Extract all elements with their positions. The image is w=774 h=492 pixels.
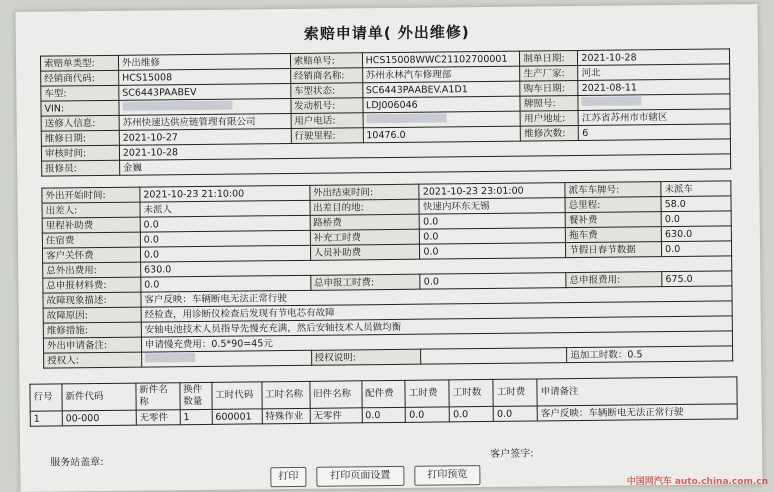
field-value: 0.0 [662,241,732,257]
watermark-logo: 中国网汽车 auto.china.com.cn [627,474,768,487]
field-label: 出差目的地: [310,199,420,215]
field-label: 索赔单号: [290,53,362,69]
field-label: 授权说明: [311,349,421,365]
header-info-table [40,48,731,176]
field-label: 派车车牌号: [565,182,661,198]
redaction-block [145,353,195,363]
field-label: 节假日春节数据 [566,242,662,258]
field-label: 总申报费用: [566,272,662,288]
column-header: 配件费 [361,380,405,407]
table-cell: 客户反映：车辆断电无法正常行驶 [537,404,737,421]
field-value: 0.0 [420,243,566,260]
field-value: 追加工时数：0.5 [567,346,733,363]
customer-signature-label: 客户签字: [490,444,534,459]
field-value: 2021-08-11 [578,79,730,96]
table-cell: 特殊作业 [262,408,310,424]
outing-details-table [41,180,733,368]
field-label: 报修员: [42,160,120,176]
table-cell: 无零件 [310,408,362,424]
field-label: 维修次数: [521,126,579,142]
field-value: 申请慢充费用：0.5*90=45元 [141,331,732,352]
plate-redacted [578,94,730,111]
parts-labor-table [29,376,737,426]
field-value: 675.0 [662,271,732,287]
field-label: 生产厂家: [520,66,578,82]
field-value: 0.0 [141,275,311,292]
field-value: SC6443PAABEV.A1D1 [362,81,520,98]
column-header: 旧件名称 [309,381,361,409]
table-cell: 1 [30,411,62,426]
field-value: 安轴电池技术人员指导先慢充充满，然后安轴技术人员做均衡 [141,316,732,337]
page-setup-button[interactable]: 打印页面设置 [316,466,404,487]
field-value: 0.0 [661,211,731,227]
field-label: 牌照号: [520,96,578,112]
field-label: 总里程: [565,197,661,213]
field-label: 客户关怀费 [42,247,140,263]
field-value: 0.0 [420,213,566,230]
field-label: 送修人信息: [41,115,119,131]
table-cell: 无零件 [136,410,180,425]
redaction-block [366,113,446,123]
field-label: 车型状态: [290,83,362,99]
field-label: 总申报材料费: [43,277,141,293]
column-header: 新件名称 [136,383,180,410]
field-label: 经销商名称: [290,68,362,84]
field-value: 0.0 [140,230,310,247]
field-label: 总外出费用: [43,262,141,278]
field-value: 金巍 [119,154,730,175]
field-label: 审核时间: [41,145,119,161]
field-value: 河北 [578,64,730,81]
field-label: 发动机号: [291,98,363,114]
field-label: 行驶里程: [291,128,363,144]
table-cell: 0.0 [449,406,493,421]
field-value: 0.0 [420,273,566,290]
table-cell: 0.0 [406,407,450,422]
redaction-block [122,100,232,110]
field-value: 江苏省苏州市市辖区 [578,109,730,126]
field-value: 0.0 [140,245,310,262]
field-value: 6 [579,124,731,141]
field-label: 维修措施: [43,322,141,338]
service-station-seal-label: 服务站盖章: [50,453,104,469]
column-header: 工时费 [493,379,537,406]
column-header: 申请备注 [537,377,737,406]
table-cell: 600001 [212,409,262,425]
column-header: 工时数 [449,379,493,406]
field-value: 2021-10-23 23:01:00 [419,183,565,200]
table-cell: 00-000 [62,410,136,426]
claim-form-paper [16,4,763,492]
field-label: 授权人: [44,352,142,368]
column-header: 行号 [30,384,62,411]
field-label: 车型: [41,85,119,101]
field-value: HCS15008 [118,69,290,86]
field-label: 故障现象描述: [43,292,141,308]
column-header: 换件数量 [180,382,212,409]
claim-number: HCS15008WWC21102700001 [362,51,520,68]
field-label: 路桥费 [310,214,420,230]
field-value: 630.0 [661,226,731,242]
field-value: 2021-10-27 [119,129,291,146]
field-value: 未派车 [661,181,731,197]
field-value: 外出维修 [118,54,290,71]
field-label: 总申报工时费: [310,274,420,290]
field-value: 快速内环东无锡 [419,198,565,215]
column-header: 工时费 [405,380,449,407]
field-label: 购车日期: [520,81,578,97]
field-label: 制单日期: [520,51,578,67]
form-title: 索赔申请单( 外出维修) [16,18,758,47]
field-label: 用户电话: [291,113,363,129]
field-value: 0.0 [420,228,566,245]
field-label: 外出开始时间: [42,187,140,203]
column-header: 工时名称 [262,381,310,409]
field-label: 经销商代码: [41,70,119,86]
table-cell: 1 [180,409,212,424]
field-label: 人员补助费 [310,244,420,260]
field-value: 58.0 [661,196,731,212]
field-value: 0.0 [140,215,310,232]
field-label: 出差人: [42,202,140,218]
redaction-block [582,96,642,106]
field-value: 未派人 [140,200,310,217]
field-value: 苏州永林汽车修理部 [362,66,520,83]
print-preview-button[interactable]: 打印预览 [414,465,480,486]
field-label: 故障原因: [43,307,141,323]
field-value: 苏州快速达供应链管理有限公司 [119,114,291,131]
field-value: 2021-10-28 [119,139,730,160]
field-value: 10476.0 [363,126,521,143]
field-label: 里程补助费 [42,217,140,233]
field-label: 拖车费 [566,227,662,243]
field-label: 用户地址: [521,111,579,127]
phone-redacted [363,111,521,128]
authorizer-redacted [141,350,311,367]
field-label: 外出申请备注: [43,337,141,353]
field-value: 2021-10-28 [578,49,730,66]
field-label: 补充工时费 [310,229,420,245]
print-button[interactable]: 打印 [270,467,306,487]
field-value: 经检查，用诊断仪检查后发现有节电芯有故障 [141,301,732,322]
table-cell: 0.0 [362,407,406,422]
field-label: 外出结束时间: [309,184,419,200]
field-label: 住宿费 [42,232,140,248]
field-label: 索赔单类型: [40,55,118,71]
field-value: SC6443PAABEV [119,84,291,101]
field-value: LDJ006046 [362,96,520,113]
table-cell: 0.0 [493,406,537,421]
column-header: 新件代码 [62,383,136,411]
field-value: 2021-10-23 21:10:00 [140,185,310,202]
column-header: 工时代码 [212,382,262,410]
field-label: VIN: [41,100,119,116]
field-value: 客户反映：车辆断电无法正常行驶 [141,286,732,307]
field-value: 630.0 [140,256,731,277]
field-label: 维修日期: [41,130,119,146]
field-label: 餐补费 [565,212,661,228]
field-value [421,348,567,365]
